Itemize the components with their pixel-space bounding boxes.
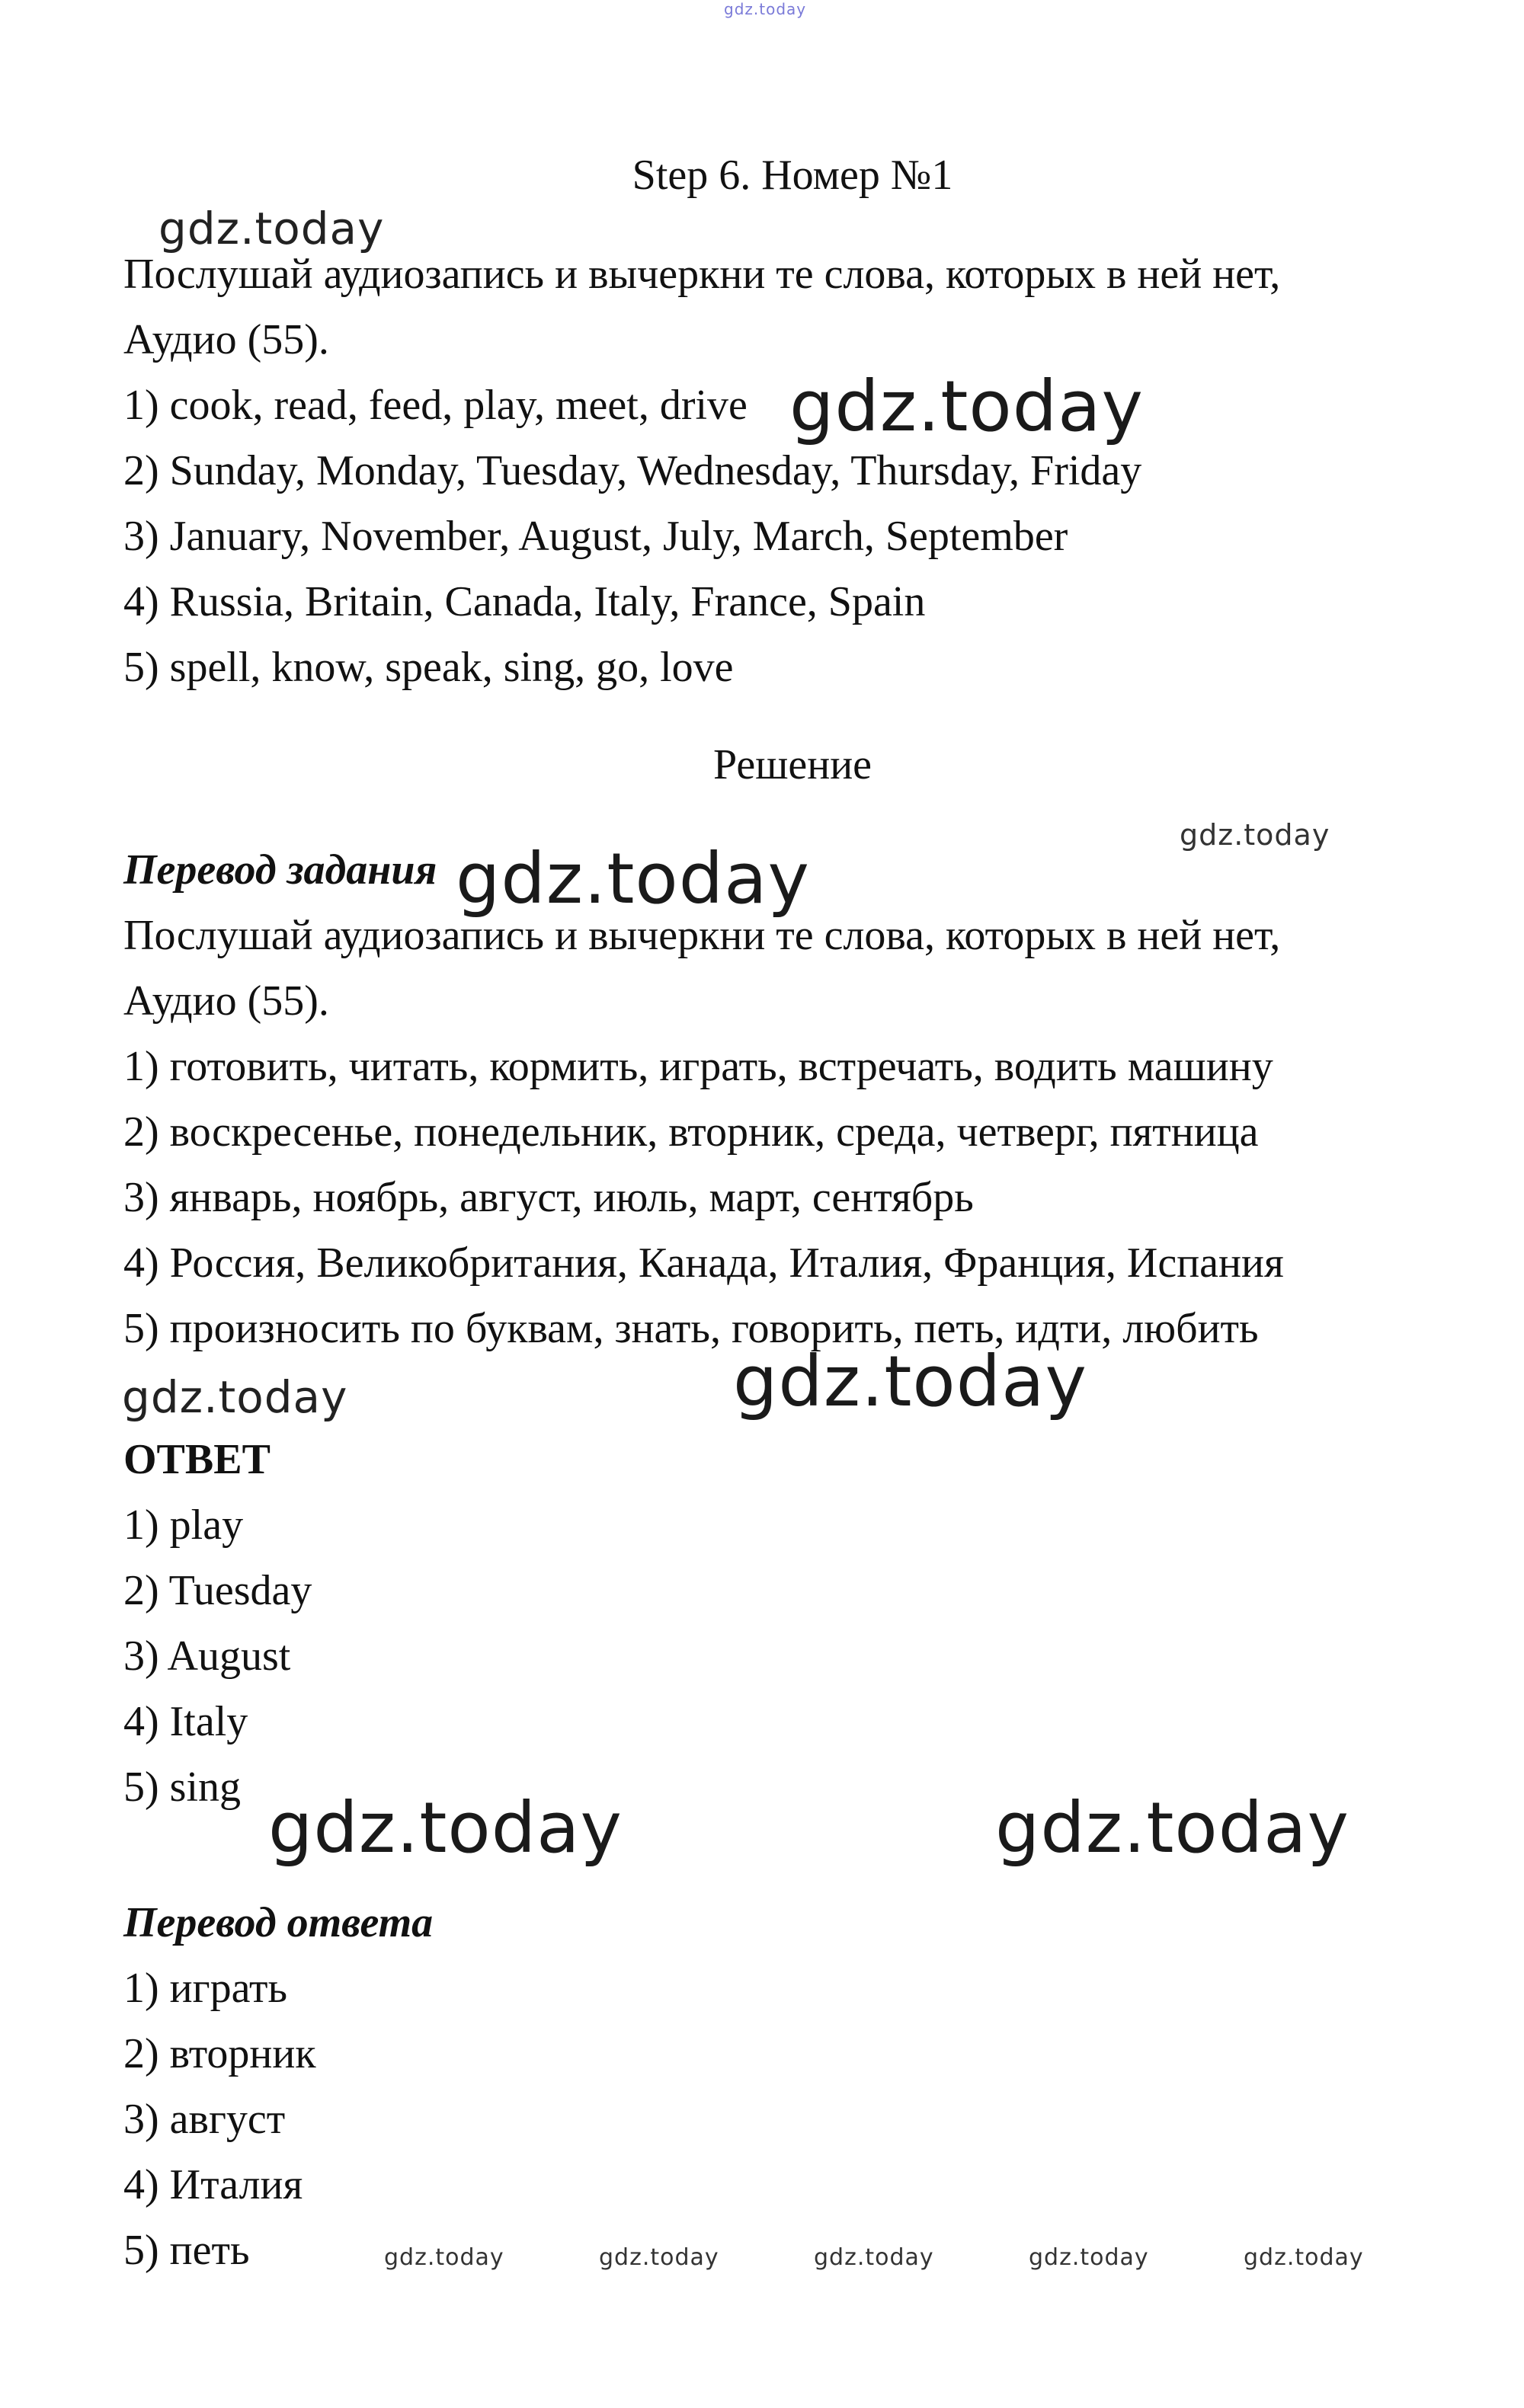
task-audio: Аудио (55).: [123, 316, 329, 363]
watermark: gdz.today: [456, 838, 810, 919]
task-item-3: 3) January, November, August, July, March, September: [123, 513, 1068, 560]
watermark: gdz.today: [384, 2244, 504, 2271]
page-title: Step 6. Номер №1: [632, 152, 953, 199]
watermark-top: gdz.today: [724, 0, 807, 18]
translation-task-item-5: 5) произносить по буквам, знать, говорить, петь, идти, любить: [123, 1305, 1259, 1352]
watermark: gdz.today: [1180, 818, 1330, 852]
answer-item-1: 1) play: [123, 1501, 244, 1549]
translation-task-item-3: 3) январь, ноябрь, август, июль, март, сентябрь: [123, 1174, 974, 1221]
answer-item-4: 4) Italy: [123, 1698, 248, 1745]
watermark: gdz.today: [733, 1341, 1087, 1422]
watermark: gdz.today: [122, 1371, 348, 1423]
watermark: gdz.today: [814, 2244, 934, 2271]
translation-task-item-2: 2) воскресенье, понедельник, вторник, среда, четверг, пятница: [123, 1108, 1259, 1156]
answer-item-2: 2) Tuesday: [123, 1567, 312, 1614]
watermark: gdz.today: [995, 1787, 1350, 1869]
translation-task-item-1: 1) готовить, читать, кормить, играть, встречать, водить машину: [123, 1043, 1273, 1090]
task-item-5: 5) spell, know, speak, sing, go, love: [123, 644, 734, 691]
translation-task-item-4: 4) Россия, Великобритания, Канада, Италия, Франция, Испания: [123, 1239, 1284, 1287]
translation-answer-heading: Перевод ответа: [123, 1899, 434, 1946]
watermark: gdz.today: [599, 2244, 719, 2271]
watermark: gdz.today: [789, 366, 1144, 447]
watermark: gdz.today: [268, 1787, 623, 1869]
translation-task-instruction: Послушай аудиозапись и вычеркни те слова, которых в ней нет,: [123, 912, 1281, 959]
translation-answer-item-5: 5) петь: [123, 2227, 250, 2274]
task-item-4: 4) Russia, Britain, Canada, Italy, France, Spain: [123, 578, 926, 625]
translation-answer-item-2: 2) вторник: [123, 2030, 316, 2077]
watermark: gdz.today: [1029, 2244, 1149, 2271]
translation-task-audio: Аудио (55).: [123, 977, 329, 1025]
solution-heading: Решение: [712, 741, 872, 788]
translation-task-heading: Перевод задания: [123, 846, 437, 894]
task-item-2: 2) Sunday, Monday, Tuesday, Wednesday, Thursday, Friday: [123, 447, 1142, 494]
task-item-1: 1) cook, read, feed, play, meet, drive: [123, 382, 748, 429]
watermark: gdz.today: [1244, 2244, 1364, 2271]
translation-answer-item-3: 3) август: [123, 2096, 286, 2143]
answer-item-5: 5) sing: [123, 1764, 241, 1811]
translation-answer-item-4: 4) Италия: [123, 2161, 303, 2208]
answer-item-3: 3) August: [123, 1633, 291, 1680]
translation-answer-item-1: 1) играть: [123, 1965, 288, 2012]
answer-heading: ОТВЕТ: [123, 1436, 271, 1483]
watermark: gdz.today: [158, 203, 385, 254]
task-instruction: Послушай аудиозапись и вычеркни те слова, которых в ней нет,: [123, 251, 1281, 298]
